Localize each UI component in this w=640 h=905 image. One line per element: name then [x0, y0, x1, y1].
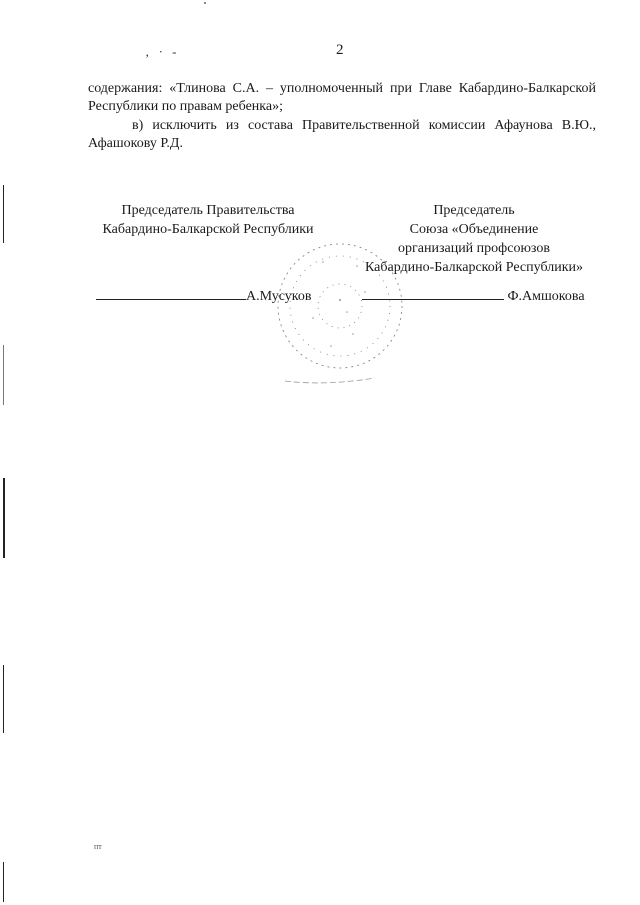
right-title-line-4: Кабардино-Балкарской Республики»: [365, 260, 583, 275]
official-seal-stamp: [265, 226, 415, 386]
paragraph-item-v: в) исключить из состава Правительственной комиссии Афаунова В.Ю., Афашокову Р.Д.: [88, 118, 596, 151]
left-signature-underline: [96, 287, 246, 300]
left-title-line-2: Кабардино-Балкарской Республики: [102, 222, 314, 237]
scan-edge-mark: [3, 862, 4, 902]
right-title-line-2: Союза «Объединение: [409, 222, 539, 237]
right-signatory-name: Ф.Амшокова: [507, 289, 585, 304]
right-signature-underline: [362, 287, 504, 300]
scan-dot: [204, 2, 206, 4]
right-title-line-1: Председатель: [433, 203, 515, 218]
scan-edge-mark: [3, 665, 4, 733]
footer-mark: пт: [94, 842, 102, 851]
scan-artifact-marks: ‚ · ‑: [145, 44, 180, 59]
scan-edge-mark: [3, 185, 4, 243]
left-title-line-1: Председатель Правительства: [121, 203, 295, 218]
left-signature-line: [96, 287, 311, 306]
scan-edge-mark: [3, 345, 4, 405]
right-title-line-3: организаций профсоюзов: [398, 241, 550, 256]
right-signature-line: [362, 287, 585, 306]
left-signatory-name: А.Мусуков: [246, 289, 312, 304]
page-number: 2: [336, 42, 344, 58]
paragraph-continuation: содержания: «Тлинова С.А. – уполномоченный при Главе Кабардино-Балкарской Республики по правам ребенка»;: [88, 81, 596, 114]
scan-edge-mark: [3, 478, 5, 558]
